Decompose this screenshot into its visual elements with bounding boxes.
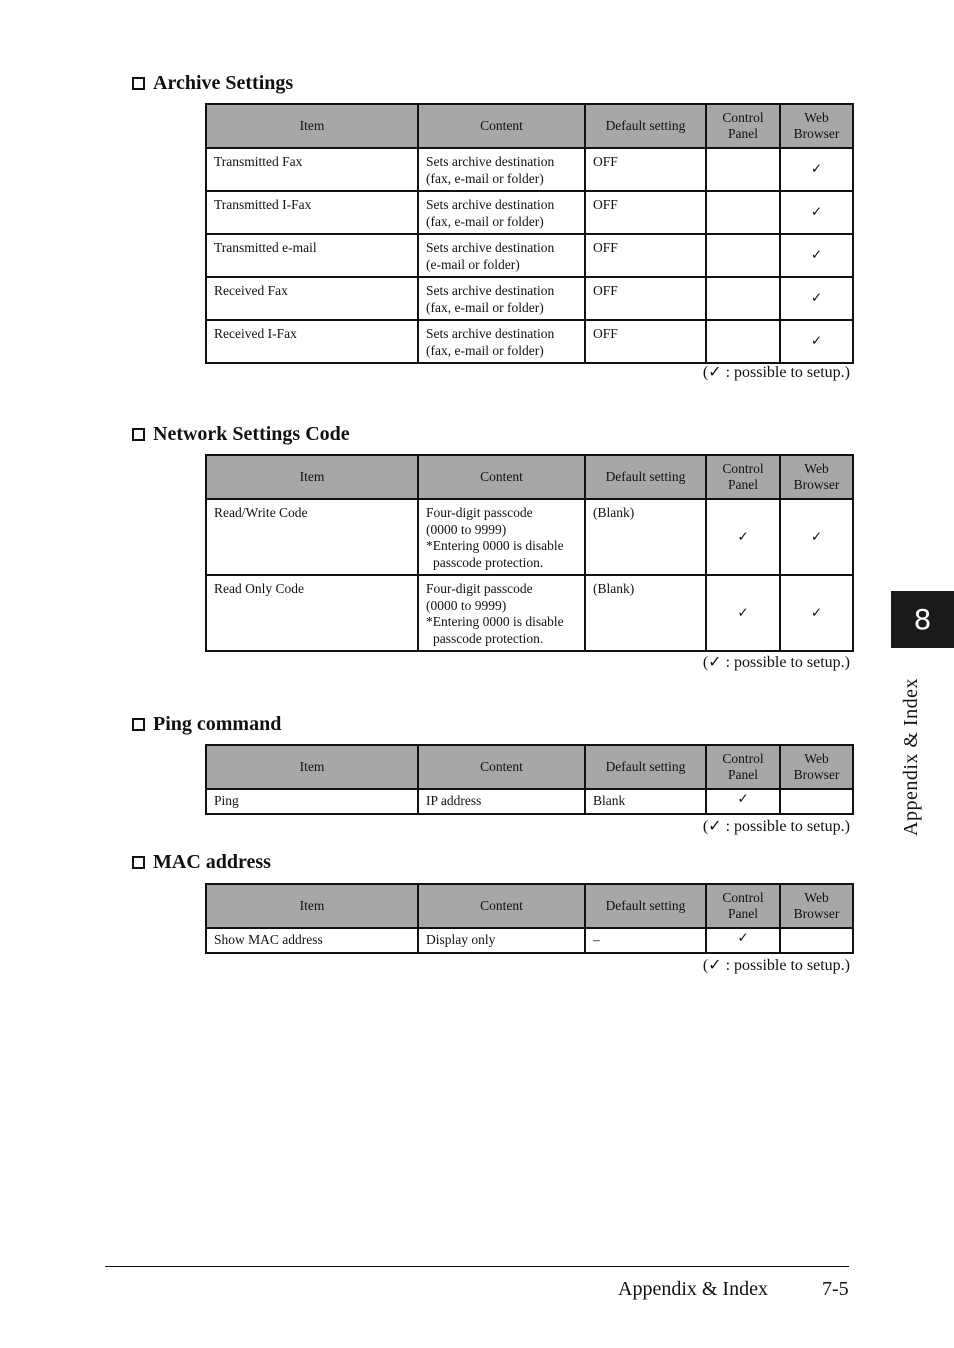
table-header-row <box>206 104 853 148</box>
legend-note: (✓ : possible to setup.) <box>702 957 850 974</box>
header-control-panel: Control Panel <box>706 884 780 928</box>
cell-web-browser <box>780 928 853 953</box>
ping-command-table <box>205 744 854 815</box>
chapter-tab-label: Appendix & Index <box>900 678 922 836</box>
header-content: Content <box>418 745 585 789</box>
archive-settings-table <box>205 103 854 364</box>
mac-address-heading <box>132 850 854 874</box>
archive-settings-heading <box>132 71 854 95</box>
archive-settings-section <box>132 71 854 381</box>
cell-default: (Blank) <box>585 499 706 575</box>
network-settings-heading <box>132 422 854 446</box>
legend-note: (✓ : possible to setup.) <box>702 364 850 381</box>
table-row <box>206 234 853 277</box>
header-item: Item <box>206 884 418 928</box>
header-default-setting: Default setting <box>585 455 706 499</box>
legend-note: (✓ : possible to setup.) <box>702 818 850 835</box>
cell-default: (Blank) <box>585 575 706 651</box>
cell-item: Transmitted I-Fax <box>206 191 418 234</box>
cell-default: Blank <box>585 789 706 814</box>
cell-web-browser-check: ✓ <box>780 320 853 363</box>
cell-content: Sets archive destination (fax, e-mail or folder) <box>418 277 585 320</box>
network-settings-section <box>132 422 854 671</box>
cell-item: Ping <box>206 789 418 814</box>
header-web-browser: Web Browser <box>780 455 853 499</box>
header-default-setting: Default setting <box>585 884 706 928</box>
footer-section-name: Appendix & Index <box>618 1278 768 1300</box>
cell-content: Sets archive destination (fax, e-mail or folder) <box>418 320 585 363</box>
cell-web-browser-check: ✓ <box>780 191 853 234</box>
cell-default: OFF <box>585 148 706 191</box>
cell-default: OFF <box>585 277 706 320</box>
header-control-panel: Control Panel <box>706 745 780 789</box>
cell-control-panel-check: ✓ <box>706 789 780 814</box>
chapter-tab-number[interactable]: 8 <box>891 591 954 648</box>
legend-note: (✓ : possible to setup.) <box>702 654 850 671</box>
header-item: Item <box>206 745 418 789</box>
header-web-browser: Web Browser <box>780 104 853 148</box>
network-settings-table <box>205 454 854 652</box>
mac-address-table <box>205 883 854 954</box>
mac-address-section <box>132 850 854 974</box>
cell-content: Four-digit passcode (0000 to 9999) *Entering 0000 is disable passcode protection. <box>418 499 585 575</box>
cell-content: Sets archive destination (fax, e-mail or folder) <box>418 148 585 191</box>
table-row <box>206 277 853 320</box>
cell-default: OFF <box>585 191 706 234</box>
cell-control-panel-check: ✓ <box>706 928 780 953</box>
header-web-browser: Web Browser <box>780 884 853 928</box>
table-header-row <box>206 455 853 499</box>
table-row <box>206 575 853 651</box>
cell-control-panel <box>706 277 780 320</box>
header-item: Item <box>206 455 418 499</box>
cell-content: Sets archive destination (e-mail or folder) <box>418 234 585 277</box>
cell-content: Sets archive destination (fax, e-mail or folder) <box>418 191 585 234</box>
header-web-browser: Web Browser <box>780 745 853 789</box>
header-content: Content <box>418 455 585 499</box>
table-row <box>206 499 853 575</box>
cell-item: Read Only Code <box>206 575 418 651</box>
cell-content: Display only <box>418 928 585 953</box>
checkbox-bullet-icon <box>132 718 145 731</box>
cell-item: Transmitted Fax <box>206 148 418 191</box>
cell-item: Received I-Fax <box>206 320 418 363</box>
cell-control-panel <box>706 191 780 234</box>
network-settings-title: Network Settings Code <box>153 423 350 445</box>
header-control-panel: Control Panel <box>706 455 780 499</box>
table-row <box>206 928 853 953</box>
cell-default: OFF <box>585 234 706 277</box>
cell-item: Received Fax <box>206 277 418 320</box>
table-row <box>206 191 853 234</box>
header-default-setting: Default setting <box>585 745 706 789</box>
checkbox-bullet-icon <box>132 856 145 869</box>
table-header-row <box>206 745 853 789</box>
cell-web-browser-check: ✓ <box>780 575 853 651</box>
table-header-row <box>206 884 853 928</box>
cell-item: Read/Write Code <box>206 499 418 575</box>
table-row <box>206 148 853 191</box>
cell-control-panel <box>706 234 780 277</box>
cell-web-browser <box>780 789 853 814</box>
table-row <box>206 320 853 363</box>
header-content: Content <box>418 104 585 148</box>
ping-command-section <box>132 712 854 835</box>
checkbox-bullet-icon <box>132 77 145 90</box>
cell-web-browser-check: ✓ <box>780 499 853 575</box>
checkbox-bullet-icon <box>132 428 145 441</box>
cell-item: Transmitted e-mail <box>206 234 418 277</box>
ping-command-heading <box>132 712 854 736</box>
cell-control-panel <box>706 320 780 363</box>
header-item: Item <box>206 104 418 148</box>
cell-web-browser-check: ✓ <box>780 234 853 277</box>
header-content: Content <box>418 884 585 928</box>
cell-control-panel <box>706 148 780 191</box>
cell-web-browser-check: ✓ <box>780 277 853 320</box>
ping-command-title: Ping command <box>153 713 282 735</box>
footer-page-number: 7-5 <box>822 1278 849 1300</box>
mac-address-title: MAC address <box>153 851 271 873</box>
cell-content: Four-digit passcode (0000 to 9999) *Entering 0000 is disable passcode protection. <box>418 575 585 651</box>
cell-content: IP address <box>418 789 585 814</box>
cell-web-browser-check: ✓ <box>780 148 853 191</box>
cell-item: Show MAC address <box>206 928 418 953</box>
cell-default: – <box>585 928 706 953</box>
cell-control-panel-check: ✓ <box>706 499 780 575</box>
footer-divider <box>105 1266 849 1267</box>
header-control-panel: Control Panel <box>706 104 780 148</box>
header-default-setting: Default setting <box>585 104 706 148</box>
table-row <box>206 789 853 814</box>
cell-control-panel-check: ✓ <box>706 575 780 651</box>
cell-default: OFF <box>585 320 706 363</box>
archive-settings-title: Archive Settings <box>153 72 294 94</box>
